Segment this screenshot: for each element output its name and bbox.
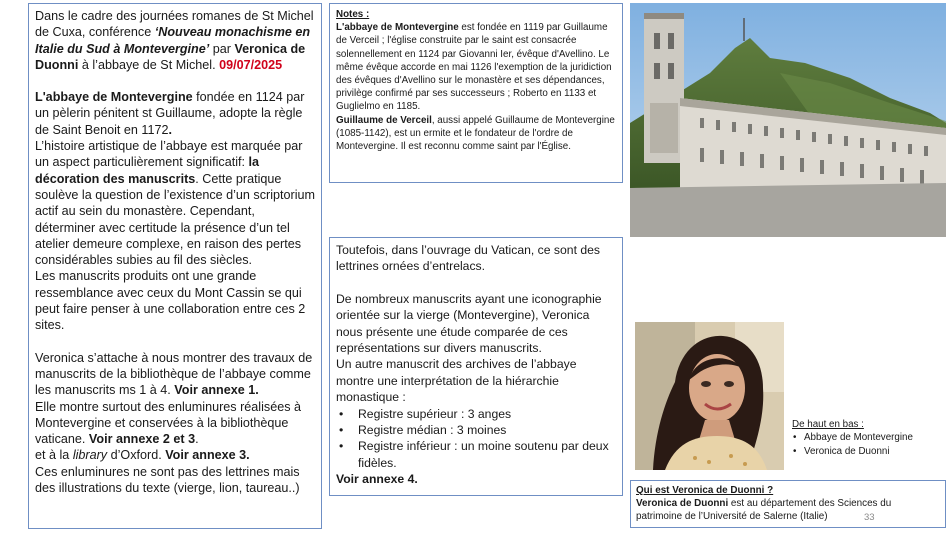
notes-abbey-text: est fondée en 1119 par Guillaume de Verceil ; l'église construite par le saint est consacrée solennellement en 1124 par Giovanni Ier, évêque d'Avellino. Le même évêque accorde en mai 1126 l'exemption de la juridiction des évêques d'Avellino sur le monastère et ses dépendances, privilège confirmé par ses successeurs ; Roberto en 1133 et Guglielmo en 1185.	[336, 22, 612, 113]
abbey-photo	[630, 3, 946, 237]
notes-guillaume-text: , aussi appelé Guillaume de Montevergine (1085-1142), est un ermite et le fondateur de l'ordre de Montevergine. Il est reconnu comme saint par l'Église.	[336, 114, 615, 153]
vatican-paragraph: Toutefois, dans l’ouvrage du Vatican, ce sont des lettrines ornées d’entrelacs.	[336, 243, 600, 274]
annex-text-4: d’Oxford.	[107, 448, 166, 463]
notes-abbey-name: L'abbaye de Montevergine	[336, 22, 459, 34]
middle-text-box	[329, 237, 623, 496]
history-text: L’histoire artistique de l’abbaye est marquée par un aspect particulièrement significatif:	[35, 139, 303, 170]
annex-text: Veronica s’attache à nous montrer des travaux de manuscrits de la bibliothèque de l’abbaye comme les manuscrits ms 1 à 4.	[35, 350, 313, 398]
history-paragraph	[35, 138, 315, 268]
portrait-photo	[635, 322, 784, 470]
caption-title: De haut en bas :	[792, 419, 864, 430]
who-title: Qui est Veronica de Duonni ?	[636, 485, 774, 496]
who-box	[630, 480, 946, 528]
annex-2-3-link: Voir annexe 2 et 3	[88, 432, 196, 447]
manuscript-decoration: la décoration des manuscrits	[35, 155, 260, 186]
abbey-text: fondée en 1124 par un pèlerin pénitent st Guillaume, adopte la règle de Saint Benoit en 1172	[35, 90, 305, 137]
annex-paragraph-2	[35, 399, 315, 448]
intro-text: Dans le cadre des journées romanes de St Michel de Cuxa, conférence	[35, 9, 314, 40]
conference-date: 09/07/2025	[219, 57, 283, 72]
who-description: est au département des Sciences du patrimoine de l’Université de Salerne (Italie)	[636, 498, 892, 523]
hierarchy-paragraph: Un autre manuscrit des archives de l’abbaye montre une interprétation de la hiérarchie monastique :	[336, 357, 577, 405]
manuscripts-paragraph: Les manuscrits produits ont une grande ressemblance avec ceux du Mont Cassin se qui peut faire penser à une collaboration entre ces 2 sites.	[35, 269, 306, 333]
register-list	[336, 406, 616, 472]
annex-paragraph-3	[35, 447, 315, 463]
abbey-name: L'abbaye de Montevergine	[35, 90, 193, 105]
annex-3-link: Voir annexe 3.	[165, 448, 250, 463]
notes-guillaume	[336, 114, 616, 154]
annex-1-link: Voir annexe 1.	[174, 383, 259, 398]
list-item: • Registre médian : 3 moines	[336, 422, 616, 438]
history-text-2: . Cette pratique soulève la question de l’existence d’un scriptorium actif au sein du monastère. Cependant, déterminer avec certitude la présence d’un tel atelier demeure complexe, en raison des pertes considérables subies au fil des siècles.	[35, 171, 316, 268]
list-item: • Registre inférieur : un moine soutenu par deux fidèles.	[336, 438, 616, 471]
iconography-paragraph: De nombreux manuscrits ayant une iconographie orientée sur la vierge (Montevergine), Veronica nous présente une étude comparée de ces représentations sur divers manuscrits.	[336, 291, 602, 356]
library-word: library	[72, 448, 108, 463]
left-text-box	[28, 3, 322, 529]
who-name: Veronica de Duonni	[636, 498, 729, 510]
who-text	[636, 497, 940, 523]
annex-text-3: et à la	[35, 448, 73, 463]
annex-paragraph	[35, 350, 315, 399]
page-number: 33	[864, 512, 875, 523]
list-item: • Registre supérieur : 3 anges	[336, 406, 616, 422]
photo-caption	[792, 418, 947, 458]
list-item: • Veronica de Duonni	[792, 445, 947, 458]
illuminations-paragraph: Ces enluminures ne sont pas des lettrines mais des illustrations du texte (vierge, lion, taureau..)	[35, 464, 300, 496]
abbey-paragraph	[35, 89, 315, 138]
caption-list	[792, 431, 947, 458]
notes-title: Notes :	[336, 9, 370, 20]
annex-4-link: Voir annexe 4.	[336, 472, 418, 487]
annex-text-2: Elle montre surtout des enluminures réalisées à Montevergine et conservées à la bibliothèque vaticane.	[35, 399, 301, 447]
conference-title: ‘Nouveau monachisme en Italie du Sud à Montevergine’	[35, 25, 311, 56]
intro-paragraph	[35, 8, 315, 73]
intro-text-2: par	[209, 41, 235, 56]
notes-guillaume-name: Guillaume de Verceil	[336, 114, 432, 126]
notes-box	[329, 3, 623, 183]
notes-abbey	[336, 21, 616, 113]
annex-period: .	[195, 432, 199, 447]
speaker-name: Veronica de Duonni	[35, 41, 306, 72]
intro-text-3: à l’abbaye de St Michel.	[78, 57, 220, 72]
list-item: • Abbaye de Montevergine	[792, 431, 947, 444]
abbey-period: .	[168, 122, 173, 137]
